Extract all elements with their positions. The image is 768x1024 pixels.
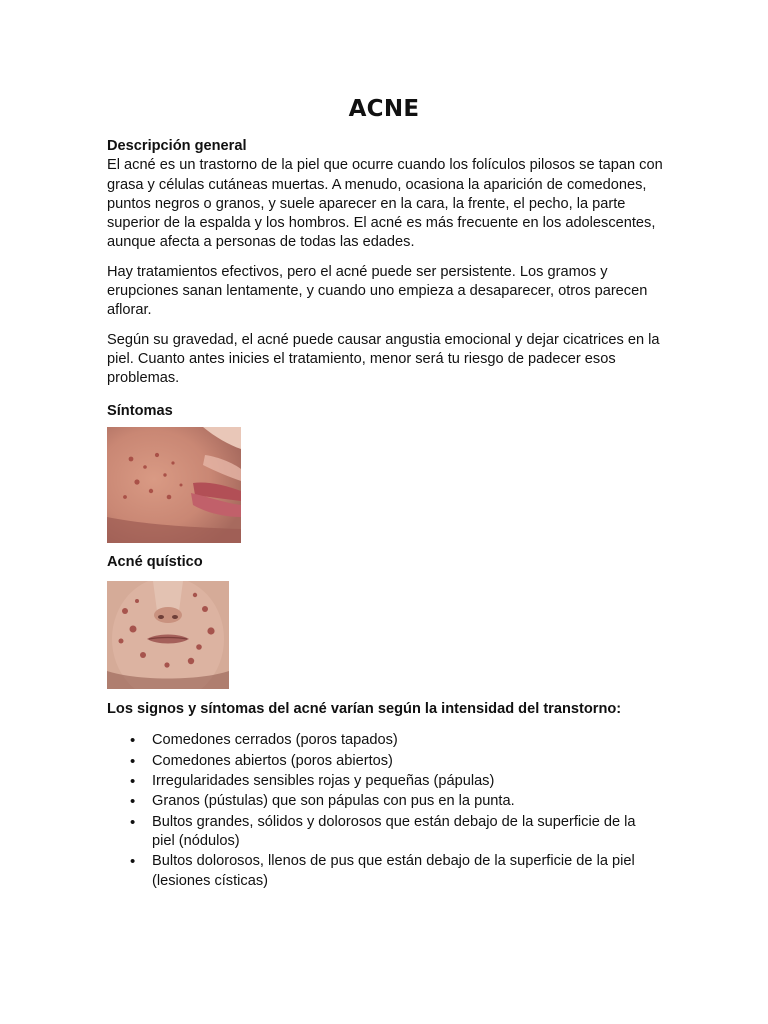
list-item: • Comedones abiertos (poros abiertos) bbox=[152, 752, 667, 771]
cystic-acne-illustration bbox=[107, 581, 229, 689]
acne-cheek-photo bbox=[107, 427, 241, 543]
section-heading-quistico: Acné quístico bbox=[107, 553, 203, 570]
section-heading-signos: Los signos y síntomas del acné varían según la intensidad del transtorno: bbox=[107, 701, 622, 718]
list-item: • Comedones cerrados (poros tapados) bbox=[152, 731, 667, 750]
paragraph-descripcion-2: Hay tratamientos efectivos, pero el acné puede ser persistente. Los gramos y erupciones sanan lentamente, y cuando uno empieza a desaparecer, otros parecen aflorar. bbox=[107, 263, 648, 319]
acne-cheek-illustration bbox=[107, 427, 241, 543]
section-heading-descripcion: Descripción general bbox=[107, 138, 247, 154]
paragraph-descripcion-1: El acné es un trastorno de la piel que ocurre cuando los folículos pilosos se tapan con grasa y células cutáneas muertas. A menudo, ocasiona la aparición de comedones, puntos negros o granos, y suele aparecer en la cara, la frente, el pecho, la parte superior de la espalda y los hombros. El acné es más frecuente en los adolescentes, aunque afecta a personas de todas las edades. bbox=[107, 157, 663, 251]
list-item: • Granos (pústulas) que son pápulas con pus en la punta. bbox=[152, 792, 667, 811]
paragraph-descripcion-3: Según su gravedad, el acné puede causar angustia emocional y dejar cicatrices en la piel. Cuanto antes inicies el tratamiento, menor será tu riesgo de padecer esos problemas. bbox=[107, 331, 660, 387]
document-body bbox=[107, 137, 667, 892]
list-item: • Bultos dolorosos, llenos de pus que están debajo de la superficie de la piel (lesiones císticas) bbox=[152, 852, 667, 891]
page-title: ACNE bbox=[348, 96, 420, 122]
list-item: • Irregularidades sensibles rojas y pequeñas (pápulas) bbox=[152, 772, 667, 791]
list-item: • Bultos grandes, sólidos y dolorosos que están debajo de la superficie de la piel (nódulos) bbox=[152, 813, 667, 852]
section-heading-sintomas: Síntomas bbox=[107, 402, 173, 419]
cystic-acne-photo bbox=[107, 581, 229, 689]
symptoms-list bbox=[107, 731, 667, 890]
